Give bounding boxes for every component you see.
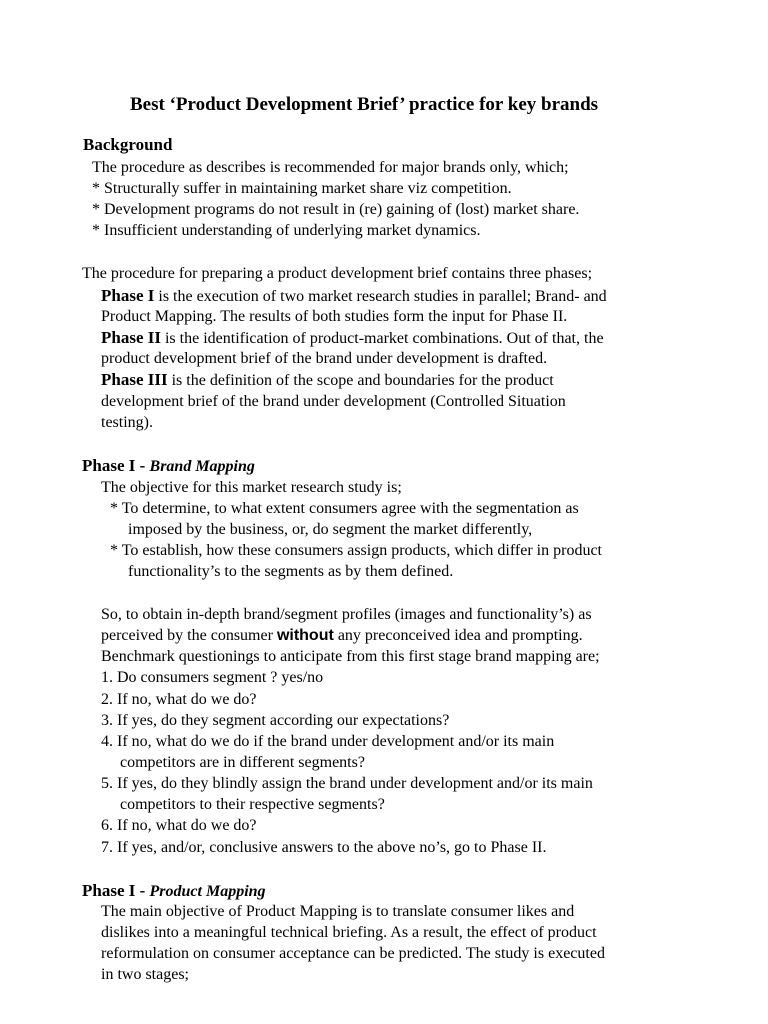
phase-3-line: testing). (101, 414, 153, 431)
heading-prefix: Phase I - (82, 881, 150, 900)
brand-mapping-paragraph: Benchmark questionings to anticipate from this first stage brand mapping are; (101, 648, 600, 665)
brand-mapping-paragraph: So, to obtain in-depth brand/segment profiles (images and functionality’s) as (101, 606, 592, 623)
product-mapping-heading (82, 880, 266, 902)
objective-bullet-cont: functionality’s to the segments as by them defined. (128, 563, 454, 580)
objective-bullet: * To establish, how these consumers assign products, which differ in product (110, 542, 602, 559)
background-bullet: * Insufficient understanding of underlying market dynamics. (92, 222, 481, 239)
question-item-cont: competitors to their respective segments? (120, 796, 385, 813)
phase-3-text: is the definition of the scope and boundaries for the product (167, 372, 554, 389)
phase-3-label: Phase III (101, 370, 168, 389)
question-item-cont: competitors are in different segments? (120, 754, 365, 771)
phase-2-line: product development brief of the brand under development is drafted. (101, 350, 548, 367)
phase-3-line (101, 369, 554, 391)
question-item: 6. If no, what do we do? (101, 817, 257, 834)
question-item: 3. If yes, do they segment according our expectations? (101, 712, 450, 729)
question-item: 5. If yes, do they blindly assign the brand under development and/or its main (101, 775, 593, 792)
background-bullet: * Structurally suffer in maintaining market share viz competition. (92, 180, 512, 197)
brand-mapping-paragraph (101, 625, 583, 646)
para-emphasis: without (276, 627, 334, 644)
phase-1-line: Product Mapping. The results of both studies form the input for Phase II. (101, 308, 568, 325)
document-title: Best ‘Product Development Brief’ practice for key brands (130, 94, 599, 115)
background-line: The procedure as describes is recommended for major brands only, which; (92, 159, 569, 176)
question-item: 2. If no, what do we do? (101, 691, 257, 708)
background-bullet: * Development programs do not result in (re) gaining of (lost) market share. (92, 201, 580, 218)
para-text: any preconceived idea and prompting. (333, 627, 583, 644)
question-item: 7. If yes, and/or, conclusive answers to the above no’s, go to Phase II. (101, 839, 547, 856)
heading-subtitle: Brand Mapping (149, 458, 255, 475)
question-item: 1. Do consumers segment ? yes/no (101, 669, 324, 686)
question-item: 4. If no, what do we do if the brand under development and/or its main (101, 733, 555, 750)
phase-1-label: Phase I (101, 286, 155, 305)
phase-1-text: is the execution of two market research studies in parallel; Brand- and (154, 288, 607, 305)
product-mapping-line: dislikes into a meaningful technical briefing. As a result, the effect of product (101, 924, 597, 941)
background-heading: Background (83, 135, 173, 154)
phases-intro: The procedure for preparing a product development brief contains three phases; (82, 265, 593, 282)
phase-2-line (101, 327, 604, 349)
heading-subtitle: Product Mapping (149, 883, 266, 900)
objective-bullet: * To determine, to what extent consumers agree with the segmentation as (110, 500, 579, 517)
phase-3-line: development brief of the brand under development (Controlled Situation (101, 393, 566, 410)
phase-1-line (101, 285, 607, 307)
brand-mapping-heading (82, 455, 255, 477)
product-mapping-line: in two stages; (101, 966, 189, 983)
objective-bullet-cont: imposed by the business, or, do segment the market differently, (128, 521, 533, 538)
para-text: perceived by the consumer (101, 627, 277, 644)
phase-2-label: Phase II (101, 328, 161, 347)
product-mapping-line: reformulation on consumer acceptance can be predicted. The study is executed (101, 945, 605, 962)
product-mapping-line: The main objective of Product Mapping is to translate consumer likes and (101, 903, 575, 920)
phase-2-text: is the identification of product-market combinations. Out of that, the (160, 330, 604, 347)
heading-prefix: Phase I - (82, 456, 150, 475)
brand-mapping-objective: The objective for this market research study is; (101, 479, 402, 496)
